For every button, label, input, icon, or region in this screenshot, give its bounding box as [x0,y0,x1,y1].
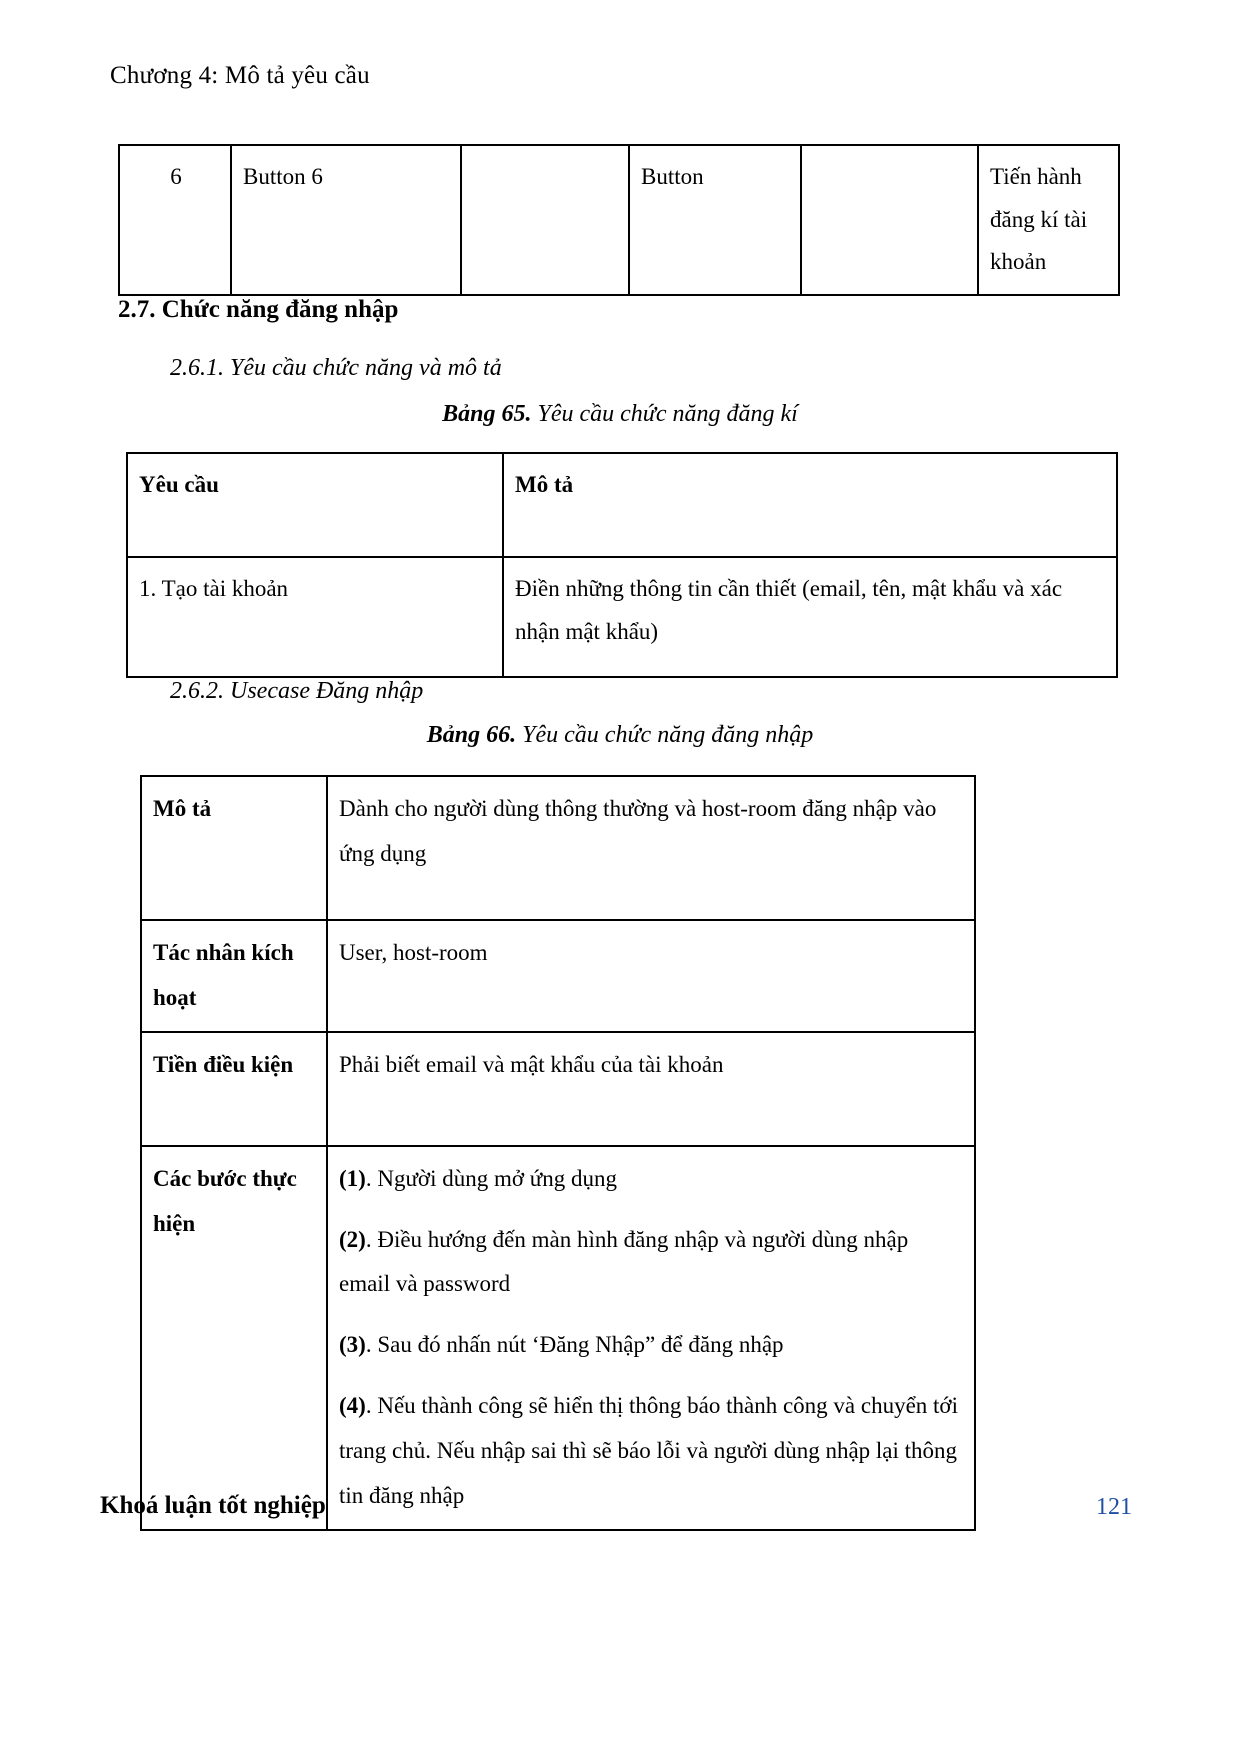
label-mo-ta: Mô tả [141,776,327,920]
step-item [339,1218,965,1308]
cell-requirement: 1. Tạo tài khoản [127,557,503,677]
caption-bang-66 [0,722,1240,749]
cell-requirement-desc: Điền những thông tin cần thiết (email, tên, mật khẩu và xác nhận mật khẩu) [503,557,1117,677]
caption-65-label: Bảng 65. [442,401,532,427]
footer-text: Khoá luận tốt nghiệp [100,1492,326,1519]
table-65-wrapper [126,452,1118,678]
table-continued [118,144,1120,296]
cell-name: Button 6 [231,145,461,295]
step-item [339,1157,965,1202]
cell-description: Tiến hành đăng kí tài khoản [978,145,1119,295]
label-cac-buoc-thuc-hien: Các bước thực hiện [141,1146,327,1530]
caption-66-text: Yêu cầu chức năng đăng nhập [516,722,814,748]
step-item [339,1384,965,1519]
cell-index: 6 [119,145,231,295]
cell-blank-1 [461,145,629,295]
label-tac-nhan-kich-hoat: Tác nhân kích hoạt [141,920,327,1032]
cell-blank-2 [801,145,978,295]
subsection-heading-2-6-2: 2.6.2. Usecase Đăng nhập [170,678,424,704]
cell-type: Button [629,145,801,295]
table-row [141,1146,975,1530]
step-text: . Sau đó nhấn nút ‘Đăng Nhập” để đăng nhập [365,1332,784,1358]
table-header-row [127,453,1117,557]
running-header: Chương 4: Mô tả yêu cầu [110,62,370,89]
caption-65-text: Yêu cầu chức năng đăng kí [531,401,798,427]
table-65 [126,452,1118,678]
table-66 [140,775,976,1531]
step-text: . Người dùng mở ứng dụng [365,1165,617,1191]
step-text: . Điều hướng đến màn hình đăng nhập và người dùng nhập email và password [339,1226,909,1297]
table-row [141,776,975,920]
header-mo-ta: Mô tả [503,453,1117,557]
subsection-heading-2-6-1: 2.6.1. Yêu cầu chức năng và mô tả [170,355,502,381]
section-heading-2-7: 2.7. Chức năng đăng nhập [118,296,399,323]
step-number: (3) [339,1332,366,1358]
step-text: . Nếu thành công sẽ hiển thị thông báo thành công và chuyển tới trang chủ. Nếu nhập sai thì sẽ báo lỗi và người dùng nhập lại thông tin đăng nhập [339,1393,958,1508]
caption-bang-65 [0,401,1240,428]
step-number: (4) [339,1393,366,1419]
value-tac-nhan-kich-hoat: User, host-room [327,920,975,1032]
step-number: (2) [339,1226,366,1252]
value-cac-buoc-thuc-hien [327,1146,975,1530]
value-tien-dieu-kien: Phải biết email và mật khẩu của tài khoản [327,1032,975,1146]
page-number: 121 [1096,1494,1132,1520]
step-item [339,1323,965,1368]
table-continued-wrapper [118,144,1120,296]
step-number: (1) [339,1165,366,1191]
table-66-wrapper [140,775,976,1531]
table-row [119,145,1119,295]
caption-66-label: Bảng 66. [426,722,517,748]
table-row [141,1032,975,1146]
table-row [141,920,975,1032]
header-yeu-cau: Yêu cầu [127,453,503,557]
value-mo-ta: Dành cho người dùng thông thường và host-room đăng nhập vào ứng dụng [327,776,975,920]
label-tien-dieu-kien: Tiền điều kiện [141,1032,327,1146]
table-row [127,557,1117,677]
